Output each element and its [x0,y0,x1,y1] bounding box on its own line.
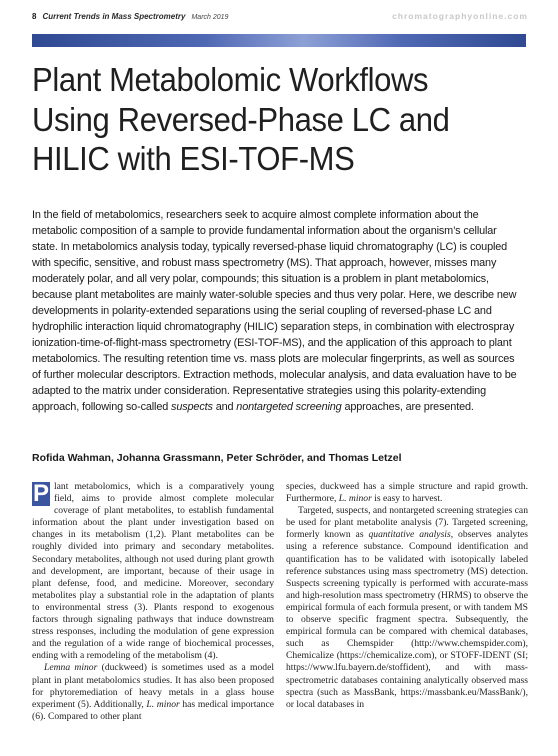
abstract-emphasis: nontargeted screening [236,401,342,413]
header-banner [32,34,526,47]
abstract-text: In the field of metabolomics, researchers seek to acquire almost complete information about the metabolic composition of a sample to provide fundamental information about the organism’s cellular state. In metabolomics analysis today, typically reversed-phase liquid chromatography (LC) is coupled with specific, sensitive, and robust mass spectrometry (MS). That approach, however, misses many moderately polar, and all very polar, compounds; this situation is a problem in plant metabolomics, because plant metabolites are mainly water-soluble species and thus very polar. Here, we describe new developments in polarity-extended separations using the serial coupling of reversed-phase LC and hydrophilic interaction liquid chromatography (HILIC) separation steps, in combination with electrospray ionization-time-of-flight-mass spectrometry (ESI-TOF-MS), and the application of this approach to plant metabolomics. The resulting retention time vs. mass plots are molecular fingerprints, as well as sources of further molecular descriptors. Extraction methods, molecular analysis, and data evaluation have to be adapted to the matrix under consideration. Representative strategies using this polarity-extending approach, following so-called [32,209,517,413]
title-line: Plant Metabolomic Workflows [32,61,429,98]
body-paragraph [32,481,274,662]
body-column-left [32,481,274,751]
abstract-text: and [212,401,237,413]
issue-date: March 2019 [191,13,229,21]
body-paragraph [32,662,274,722]
paragraph-text: lant metabolomics, which is a comparatively young field, aims to provide almost complete molecular coverage of plant metabolites, to establish fundamental information about the plant under investigation based on changes in its metabolism (1,2). Plant metabolites can be roughly divided into primary and secondary metabolites. Secondary metabolites, although not used during plant growth and development, are important, because of their usage in plant defense, food, and medicine. Moreover, secondary metabolites play a substantial role in the adaptation of plants to environmental stress (3). Plants respond to exogenous factors through signaling pathways that induce downstream stress responses, including the modulation of gene expression and the regulation of a wide range of biochemical processes, ending with a remodeling of the metabolism (4). [32,481,274,662]
paragraph-text: has medical importance (6). Compared to other plant [32,698,274,722]
paragraph-text: , observes analytes using a reference substance. Compound identification and quantification has to be validated with isotopically labeled reference substances using mass spectrometry (MS) detection. Suspects screening typically is performed with accurate-mass and high-resolution mass spectrometry (HRMS) to observe the empirical formula of each formula present, or with tandem MS to observe specific fragment spectra. Subsequently, the empirical formula can be compared with chemical databases, such as Chemspider (http://www.chemspider.com), Chemicalize (https://chemicalize.com), or STOFF-IDENT (SI; https://www.lfu.bayern.de/stoffident), and with mass-spectrometric databases containing analytically observed mass spectra (such as MassBank, https://massbank.eu/MassBank/), or local databases in [286,529,528,710]
article-title [32,60,502,179]
title-line: HILIC with ESI-TOF-MS [32,140,355,177]
species-name: L. minor [146,698,180,710]
journal-name: Current Trends in Mass Spectrometry [42,11,186,21]
body-column-right [286,481,528,751]
species-name: L. minor [338,493,372,505]
title-line: Using Reversed-Phase LC and [32,100,450,138]
abstract-text: approaches, are presented. [341,401,474,413]
paragraph-text: species, duckweed has a simple structure and rapid growth. Furthermore, [286,481,528,505]
article-abstract [32,207,525,415]
species-name: Lemna minor [44,662,98,674]
running-header [32,8,528,24]
paragraph-text: is easy to harvest. [371,493,443,505]
page-number: 8 [32,11,37,21]
term-emphasis: quantitative analysis [368,529,451,541]
abstract-emphasis: suspects [171,401,213,413]
body-paragraph [286,505,528,711]
site-url[interactable]: chromatographyonline.com [392,11,528,21]
paragraph-text: (duckweed) is sometimes used as a model plant in plant metabolomics studies. It has also been proposed for phytoremediation of heavy metals in a glass house experiment (5). Additionally, [32,662,274,710]
article-authors: Rofida Wahman, Johanna Grassmann, Peter Schröder, and Thomas Letzel [32,452,402,464]
body-paragraph [286,481,528,505]
paragraph-text: Targeted, suspects, and nontargeted screening strategies can be used for plant metabolite analysis (7). Targeted screening, formerly known as [286,505,528,541]
drop-cap: P [32,481,49,507]
header-left [32,12,228,21]
